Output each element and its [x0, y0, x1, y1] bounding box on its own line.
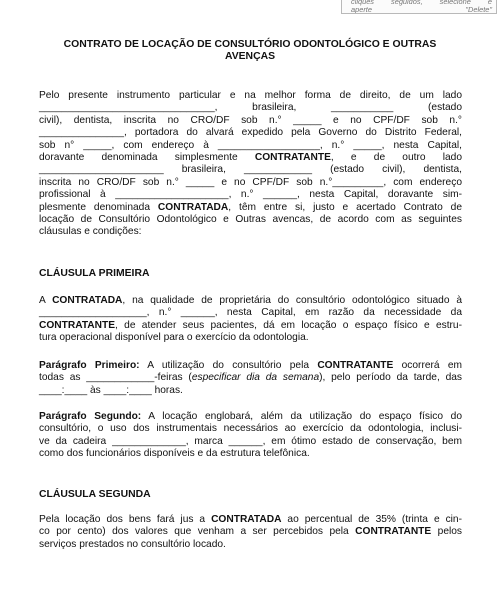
party-contratada: CONTRATADA: [52, 295, 123, 306]
party-contratante: CONTRATANTE: [254, 152, 331, 164]
text-line: plesmente denominada CONTRATADA, têm entre si, justo e acertado Contrato de: [39, 201, 462, 213]
text-line: sob n° _____, com endereço à __________________, n.° _____, nesta Capital,: [39, 139, 462, 151]
text-line: inscrita no CRO/DF sob n.° _____ e no CPF/DF sob n.°_________, com endereço: [39, 176, 462, 188]
text-line: como dos funcionários disponíveis e da estrutura telefônica.: [39, 448, 310, 460]
text-line: CONTRATANTE, de atender seus pacientes, dá em locação o espaço físico e estru-: [39, 319, 462, 331]
text-line: tura operacional disponível para o exercício da odontologia.: [39, 332, 309, 344]
editing-hint-box: [341, 0, 497, 14]
party-contratante: CONTRATANTE: [317, 360, 394, 371]
text-line: ____:____ às ____:____ horas.: [39, 384, 183, 396]
party-contratada: CONTRATADA: [211, 514, 282, 525]
hint-line: aperte "Delete": [351, 5, 492, 14]
text-line: serviços prestados no consultório locado.: [39, 538, 226, 550]
paragraph-label: Parágrafo Segundo:: [39, 411, 142, 422]
text-line: Parágrafo Primeiro: A utilização do consultório pela CONTRATANTE ocorrerá em: [39, 360, 463, 371]
text-line: A CONTRATADA, na qualidade de proprietária do consultório odontológico situado à: [39, 295, 462, 306]
text-line: _______________, portadora do alvará expedido pela Governo do Distrito Federal,: [39, 127, 462, 139]
text-line: ve da cadeira _____________, marca ______, em ótimo estado de conservação, bem: [39, 435, 462, 447]
party-contratada: CONTRATADA: [157, 201, 229, 213]
party-contratante: CONTRATANTE: [355, 526, 432, 538]
hint-line: cliques seguidos, selecione e: [351, 0, 492, 6]
text-line: Parágrafo Segundo: A locação englobará, além da utilização do espaço físico do: [39, 411, 462, 422]
clause-2-paragraph: [39, 514, 462, 551]
text-line: todas as ____________-feiras (especificar dia da semana), pelo período da tarde, das: [39, 372, 463, 384]
text-line: doravante denominada simplesmente CONTRATANTE, e de outro lado: [39, 152, 462, 164]
text-line: Pela locação dos bens fará jus a CONTRATADA ao percentual de 35% (trinta e cin-: [39, 514, 462, 525]
text-line: locação de Consultório Odontológico e Outras avencas, de acordo com as seguintes: [39, 214, 462, 226]
text-line: co por cento) dos valores que venham a ser percebidos pela CONTRATANTE pelos: [39, 526, 463, 538]
paragraph-segundo: [39, 411, 462, 461]
text-line: cláusulas e condições:: [39, 226, 142, 238]
paragraph-label: Parágrafo Primeiro:: [39, 360, 140, 371]
text-line: _______________________________, brasileira, ___________ (estado: [39, 102, 462, 114]
title-line: AVENÇAS: [224, 51, 276, 62]
text-line: consultório, o uso dos instrumentais necessários ao exercício da odontologia, inclusi-: [39, 423, 462, 435]
text-line: ___________________, n.° ______, nesta Capital, em razão da necessidade da: [39, 307, 462, 319]
text-line: ______________________ brasileira, ____________ (estado civil), dentista,: [39, 164, 462, 176]
text-line: profissional à ____________________, n.° ______, nesta Capital, doravante sim-: [39, 189, 462, 201]
clause-1-heading: CLÁUSULA PRIMEIRA: [39, 268, 150, 279]
paragraph-primeiro: [39, 360, 462, 397]
title-line: CONTRATO DE LOCAÇÃO DE CONSULTÓRIO ODONTOLÓGICO E OUTRAS: [63, 39, 437, 50]
intro-paragraph: [39, 90, 462, 239]
clause-2-heading: CLÁUSULA SEGUNDA: [39, 489, 151, 500]
document-title: [30, 39, 470, 63]
party-contratante: CONTRATANTE: [39, 319, 116, 331]
clause-1-paragraph: [39, 295, 462, 345]
text-line: civil), dentista, inscrita no CRO/DF sob n.° _____ e no CPF/DF sob n.°: [39, 114, 462, 126]
text-line: Pelo presente instrumento particular e na melhor forma de direito, de um lado: [39, 90, 462, 101]
italic-note: especificar dia da semana: [191, 372, 320, 384]
